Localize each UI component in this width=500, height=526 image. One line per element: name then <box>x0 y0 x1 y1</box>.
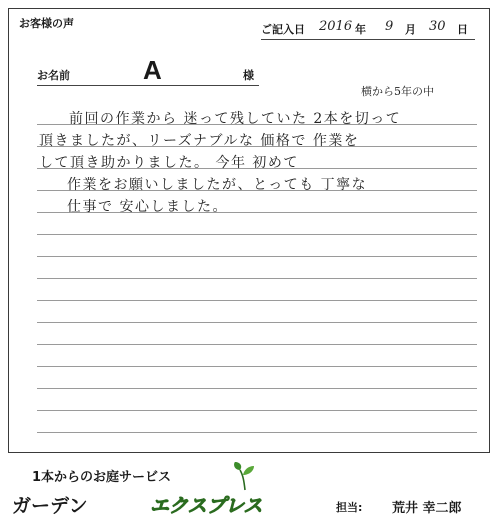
ruled-line <box>37 256 477 257</box>
staff-name: 荒井 幸二郎 <box>392 501 462 516</box>
date-year-unit: 年 <box>355 23 366 36</box>
comment-line: 前回の作業から 迷って残していた 2本を切って <box>69 111 402 127</box>
form-title: お客様の声 <box>19 17 74 30</box>
ruled-line <box>37 300 477 301</box>
brand-name-garden: ガーデン <box>12 495 88 517</box>
brand-name-express: エクスプレス <box>150 495 263 517</box>
name-underline <box>37 85 259 86</box>
comment-line: 仕事で 安心しました。 <box>67 199 228 215</box>
date-field <box>261 19 475 37</box>
ruled-line <box>37 234 477 235</box>
ruled-line <box>37 366 477 367</box>
comment-note: 横から5年の中 <box>361 85 434 98</box>
date-year: 2016 <box>319 19 353 34</box>
name-value: A <box>143 55 162 85</box>
staff-label: 担当: <box>336 501 363 514</box>
comment-line: 作業をお願いしましたが、とっても 丁寧な <box>67 177 368 193</box>
testimonial-card <box>8 8 490 453</box>
date-day-unit: 日 <box>457 23 468 36</box>
comment-line: して頂き助かりました。 今年 初めて <box>39 155 299 171</box>
date-month-unit: 月 <box>405 23 416 36</box>
date-month: 9 <box>385 19 394 34</box>
comment-line: 頂きましたが、リーズナブルな 価格で 作業を <box>39 133 360 149</box>
ruled-line <box>37 344 477 345</box>
leaf-icon <box>232 461 258 495</box>
company-footer <box>0 455 500 526</box>
name-field <box>37 55 259 87</box>
ruled-line <box>37 432 477 433</box>
company-slogan: 1本からのお庭サービス <box>32 470 172 485</box>
date-day: 30 <box>429 19 446 34</box>
ruled-line <box>37 410 477 411</box>
date-underline <box>261 39 475 40</box>
ruled-line <box>37 322 477 323</box>
name-label: お名前 <box>37 69 70 82</box>
ruled-line <box>37 278 477 279</box>
name-suffix: 様 <box>243 69 254 82</box>
ruled-line <box>37 388 477 389</box>
date-label: ご記入日 <box>261 23 305 36</box>
